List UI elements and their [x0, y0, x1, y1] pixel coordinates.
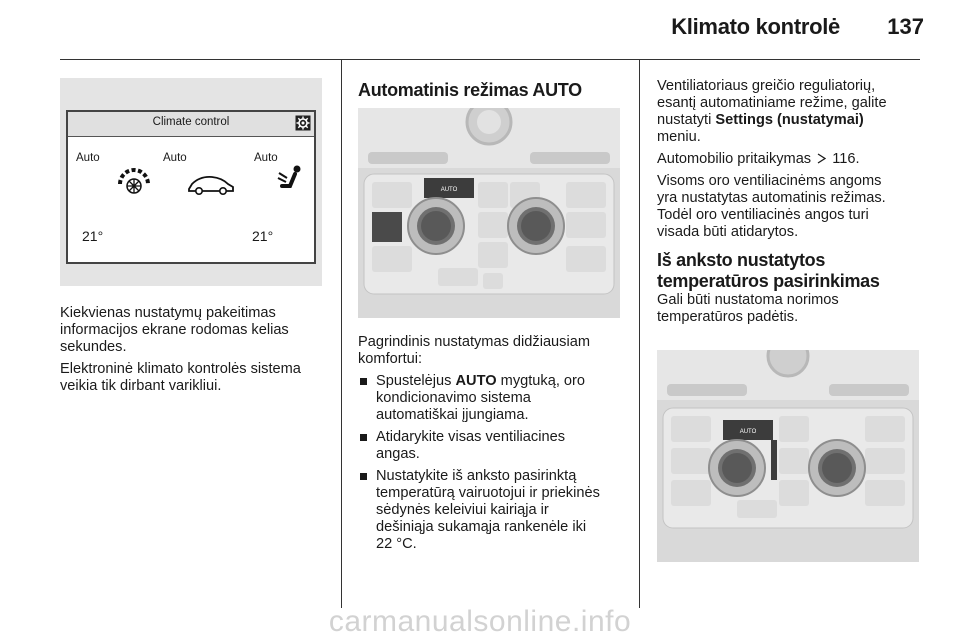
paragraph-display-info: Kiekvienas nustatymų pakeitimas informacijos ekrane rodomas kelias sekundes. [60, 305, 289, 355]
car-airflow-icon [186, 174, 236, 196]
settings-icon [295, 115, 311, 131]
section-heading-preset-temp: Iš anksto nustatytos temperatūros pasirinkimas [657, 250, 880, 291]
paragraph-intro: Pagrindinis nustatymas didžiausiam komfortui: [358, 334, 590, 367]
paragraph-vehicle-personalization: Automobilio pritaikymas 116. [657, 151, 860, 167]
paragraph-engine-note: Elektroninė klimato kontrolės sistema veikia tik dirbant varikliui. [60, 361, 301, 394]
bullet-temperature: Nustatykite iš anksto pasirinktą temperatūrą vairuotojui ir priekinės sėdynės keleiviui kairiąja ir dešiniąja sukamąja rankenėle iki 22 °C. [358, 468, 628, 553]
fan-speed-icon [114, 164, 154, 196]
control-panel-photo-2 [657, 350, 919, 562]
panel-auto-label: AUTO [440, 187, 458, 193]
page-reference[interactable]: 116. [832, 151, 860, 167]
bullet-vents: Atidarykite visas ventiliacines angas. [358, 429, 628, 463]
climate-screen [66, 110, 316, 264]
section-heading-auto: Automatinis režimas AUTO [358, 80, 582, 100]
cross-reference-arrow-icon [817, 153, 826, 164]
temp-left: 21° [82, 228, 104, 244]
screen-title-bar [68, 112, 314, 137]
seat-airflow-icon [276, 164, 306, 196]
climate-display-figure [60, 78, 322, 286]
paragraph-preset-temp: Gali būti nustatoma norimos temperatūros padėtis. [657, 292, 839, 325]
air-auto-label: Auto [254, 152, 278, 164]
col1-text [60, 305, 330, 395]
col3-text [657, 78, 937, 326]
watermark: carmanualsonline.info [328, 605, 632, 638]
bullet-auto-button: Spustelėjus AUTO mygtuką, oro kondicionavimo sistema automatiškai įjungiama. [358, 373, 628, 424]
column-divider-2 [639, 60, 640, 608]
header-rule [60, 59, 920, 60]
col2-text [358, 334, 628, 553]
panel-auto-label-2: AUTO [739, 429, 757, 435]
distribution-auto-label: Auto [163, 152, 187, 164]
page-number: 137 [887, 14, 924, 39]
paragraph-vents-auto: Visoms oro ventiliacinėms angoms yra nustatytas automatinis režimas. Todėl oro ventiliacinės angos turi visada būti atidarytos. [657, 173, 886, 240]
page-title: Klimato kontrolė [671, 14, 840, 39]
bullet-marker [360, 473, 367, 480]
column-divider-1 [341, 60, 342, 608]
fan-auto-label: Auto [76, 152, 100, 164]
screen-title: Climate control [152, 116, 230, 128]
temp-right: 21° [252, 228, 274, 244]
bullet-marker [360, 434, 367, 441]
paragraph-fan-settings: Ventiliatoriaus greičio reguliatorių, esantį automatiniame režime, galite nustatyti Settings (nustatymai) meniu. [657, 78, 887, 145]
bullet-marker [360, 378, 367, 385]
control-panel-photo [358, 108, 620, 318]
